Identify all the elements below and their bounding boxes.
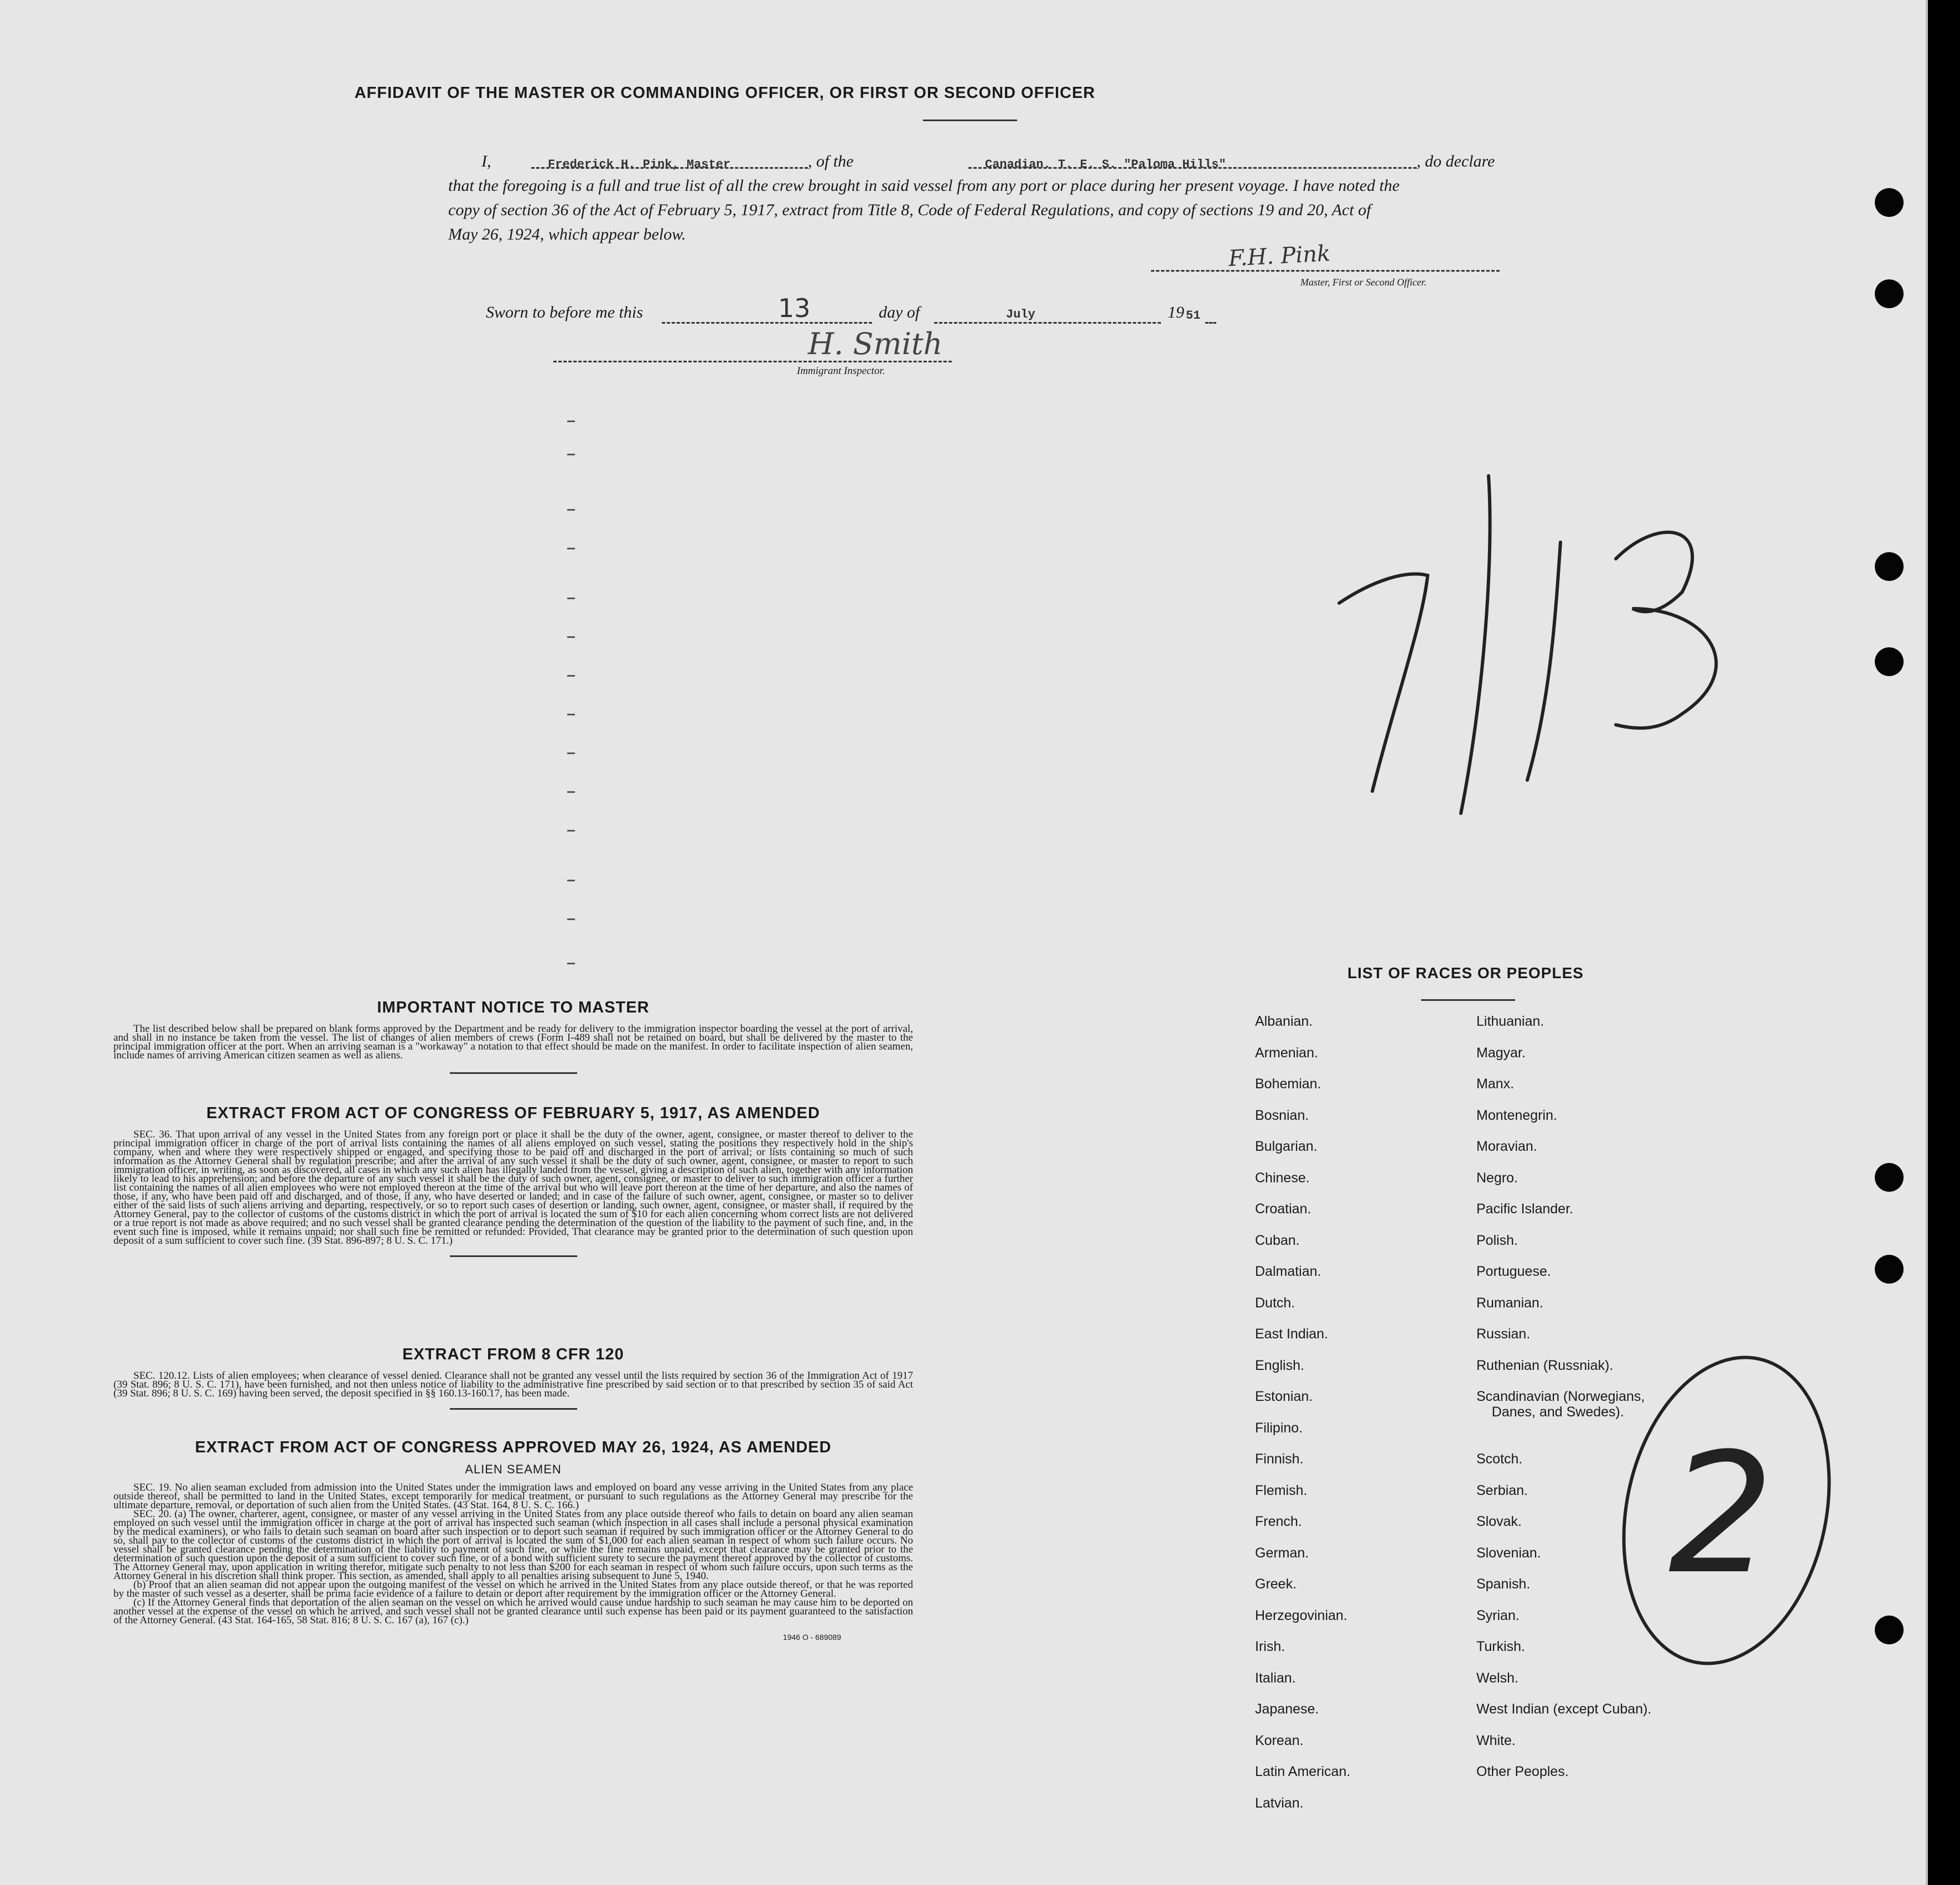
notice-title: IMPORTANT NOTICE TO MASTER — [377, 999, 650, 1016]
race-item: Manx. — [1476, 1076, 1515, 1092]
punch-hole — [1875, 1255, 1904, 1284]
race-item: Pacific Islander. — [1476, 1201, 1574, 1217]
punch-hole — [1875, 1616, 1904, 1644]
race-item: Albanian. — [1255, 1014, 1313, 1029]
extract-1924-paragraph: (c) If the Attorney General finds that deportation of the alien seaman on the vessel on which he arrived would cause undue hardship to such seaman he may cause him to be deported on another vessel at the expense of the vessel on which he arrived, and such vessel shall not be granted clearance until such expense has been paid or its payment guaranteed to the satisfaction of the Attorney General. (43 Stat. 164-165, 58 Stat. 816; 8 U. S. C. 167 (a), 167 (c).) — [113, 1597, 913, 1626]
section-divider — [450, 1408, 577, 1410]
print-code: 1946 O - 689089 — [782, 1633, 841, 1642]
master-name-field — [531, 152, 808, 172]
race-item: Flemish. — [1255, 1482, 1308, 1498]
race-item: Irish. — [1255, 1639, 1285, 1654]
race-item: Italian. — [1255, 1670, 1296, 1686]
year-prefix: 19 — [1168, 303, 1184, 321]
race-item: Bosnian. — [1255, 1107, 1309, 1123]
margin-tick — [567, 714, 575, 715]
margin-tick — [567, 509, 575, 511]
vessel-field — [968, 152, 1417, 172]
master-signature-label: Master, First or Second Officer. — [1300, 277, 1427, 288]
race-item: Latvian. — [1255, 1795, 1304, 1811]
of-the-label: , of the — [808, 152, 854, 170]
margin-tick — [567, 675, 575, 677]
affidavit-line-3: copy of section 36 of the Act of February 5, 1917, extract from Title 8, Code of Federal Regulations, and copy of sections 19 and 20, Act of — [448, 201, 1371, 219]
extract-1917-text: SEC. 36. That upon arrival of any vessel in the United States from any foreign port or place it shall be the duty of the owner, agent, consignee, or master thereof to deliver to the principal immigration officer in charge of the port of arrival lists containing the names of all aliens employed on such vessel, stating the positions they respectively hold in the ship's company, when and where they were respectively shipped or engaged, and specifying those to be paid off and discharged in the port of arrival; or lists containing so much of such information as the Attorney General shall by regulation prescribe; and after the arrival of any such vessel it shall be the duty of such owner, agent, consignee, or master to report to such immigration officer, in writing, as soon as discovered, all cases in which any such alien has illegally landed from the vessel, giving a description of such alien, together with any information likely to lead to his apprehension; and before the departure of any such vessel it shall be the duty of such owner, agent, consignee, or master to deliver to such immigration officer a further list containing the names of all alien employees who were not employed thereon at the time of the arrival but who will leave port thereon at the time of her departure, and also the names of those, if any, who have been paid off and discharged, and of those, if any, who have deserted or landed; and in case of the failure of such owner, agent, consignee, or master so to deliver either of the said lists of such aliens arriving and departing, respectively, or so to report such cases of desertion or landing, such owner, agent, consignee, or master shall, if required by the Attorney General, pay to the collector of customs of the customs district in which the port of arrival is located the sum of $10 for each alien concerning whom correct lists are not delivered or a true report is not made as above required; and no such vessel shall be granted clearance pending the determination of the question of the liability to the payment of such fine, and, in the event such fine is imposed, while it remains unpaid; nor shall such fine be remitted or refunded: Provided, That clearance may be granted prior to the determination of such question upon deposit of a sum sufficient to cover such fine. (39 Stat. 896-897; 8 U. S. C. 171.) — [113, 1129, 913, 1247]
race-item: Turkish. — [1476, 1639, 1525, 1654]
day-field — [662, 293, 872, 324]
race-item: Lithuanian. — [1476, 1014, 1544, 1029]
race-item: Scandinavian (Norwegians, Danes, and Swedes). — [1476, 1389, 1645, 1420]
race-item: Portuguese. — [1476, 1264, 1551, 1279]
inspector-label: Immigrant Inspector. — [797, 365, 885, 377]
race-item: Slovak. — [1476, 1514, 1522, 1529]
day-value: 13 — [778, 293, 811, 323]
extract-cfr-text: SEC. 120.12. Lists of alien employees; when clearance of vessel denied. Clearance shall not be granted any vessel until the lists required by section 36 of the Immigration Act of 1917 (39 Stat. 896; 8 U. S. C. 171), have been furnished, and not then unless notice of liability to the administrative fine prescribed by said section or to that prescribed by section 35 of said Act (39 Stat. 896; 8 U. S. C. 169) having been served, the deposit specified in §§ 160.13-160.17, has been made. — [113, 1370, 913, 1399]
race-item: Bulgarian. — [1255, 1139, 1318, 1154]
margin-tick — [567, 963, 575, 964]
month-field — [934, 307, 1161, 324]
race-item: Greek. — [1255, 1576, 1297, 1592]
month-value: July — [1006, 308, 1035, 321]
i-label: I, — [481, 152, 491, 170]
vessel-value: Canadian. T. E. S. "Paloma Hills" — [985, 158, 1226, 172]
do-declare-label: , do declare — [1417, 152, 1495, 170]
circled-number-text: 2 — [1668, 1417, 1774, 1611]
handwritten-date-note — [1328, 470, 1771, 847]
punch-hole — [1875, 552, 1904, 581]
extract-1917-section — [113, 1104, 913, 1257]
margin-tick — [567, 548, 575, 549]
race-item: English. — [1255, 1357, 1304, 1373]
margin-tick — [567, 454, 575, 455]
race-item: Syrian. — [1476, 1607, 1520, 1623]
master-signature-line — [1151, 270, 1500, 272]
extract-1924-title: EXTRACT FROM ACT OF CONGRESS APPROVED MAY 26, 1924, AS AMENDED — [195, 1439, 832, 1456]
margin-tick — [567, 420, 575, 422]
title-rule — [923, 120, 1017, 121]
affidavit-line-4: May 26, 1924, which appear below. — [448, 225, 686, 243]
affidavit-block — [448, 149, 1505, 247]
race-item: Russian. — [1476, 1326, 1531, 1342]
extract-1924-paragraph: SEC. 19. No alien seaman excluded from admission into the United States under the immigration laws and employed on board any vesse arriving in the United States from any place outside thereof, shall be permitted to land in the United States, except temporarily for medical treatment, or pursuant to such regulations as the Attorney General may prescribe for the ultimate departure, removal, or deportation of such alien from the United States. (43 Stat. 164, 8 U. S. C. 166.) — [113, 1482, 913, 1511]
year-field — [1205, 307, 1216, 324]
margin-tick — [567, 791, 575, 793]
race-item: Negro. — [1476, 1170, 1518, 1186]
affidavit-line-2: that the foregoing is a full and true list of all the crew brought in said vessel from any port or place during her present voyage. I have noted the — [448, 176, 1400, 195]
sworn-line — [486, 293, 1261, 328]
race-item: Japanese. — [1255, 1701, 1319, 1717]
extract-1924-subtitle: ALIEN SEAMEN — [465, 1462, 562, 1476]
margin-tick — [567, 830, 575, 832]
extract-1924-paragraph: (b) Proof that an alien seaman did not appear upon the outgoing manifest of the vessel on which he arrived in the United States from any place outside thereof, or that he was reported by the master of such vessel as a deserter, shall be prima facie evidence of a failure to detain or deport after requirement by the immigration officer or the Attorney General. — [113, 1579, 913, 1600]
margin-tick — [567, 636, 575, 638]
race-item: Rumanian. — [1476, 1295, 1543, 1311]
race-item: French. — [1255, 1514, 1302, 1529]
year-value: 51 — [1186, 309, 1201, 323]
race-item: Polish. — [1476, 1232, 1518, 1248]
races-title: LIST OF RACES OR PEOPLES — [1347, 964, 1584, 982]
notice-section — [113, 999, 913, 1074]
race-item: East Indian. — [1255, 1326, 1329, 1342]
races-title-rule — [1421, 999, 1515, 1001]
race-item: Latin American. — [1255, 1764, 1351, 1779]
races-column-2 — [1476, 1014, 1651, 1795]
race-item: Magyar. — [1476, 1045, 1526, 1061]
extract-1917-title: EXTRACT FROM ACT OF CONGRESS OF FEBRUARY 5, 1917, AS AMENDED — [206, 1104, 820, 1122]
section-divider — [450, 1072, 577, 1074]
race-item: Filipino. — [1255, 1420, 1303, 1436]
sworn-label: Sworn to before me this — [486, 303, 643, 321]
punch-hole — [1875, 279, 1904, 308]
inspector-signature-line — [553, 361, 952, 362]
race-item: Dalmatian. — [1255, 1264, 1321, 1279]
margin-tick — [567, 752, 575, 754]
race-item: Cuban. — [1255, 1232, 1300, 1248]
punch-hole — [1875, 188, 1904, 217]
race-item: Croatian. — [1255, 1201, 1311, 1217]
race-item: Montenegrin. — [1476, 1107, 1557, 1123]
extract-1924-section — [113, 1439, 913, 1642]
extract-cfr-title: EXTRACT FROM 8 CFR 120 — [402, 1346, 624, 1363]
margin-tick — [567, 880, 575, 881]
race-item: Herzegovinian. — [1255, 1607, 1347, 1623]
race-item: Bohemian. — [1255, 1076, 1321, 1092]
race-item: White. — [1476, 1732, 1516, 1748]
day-of-label: day of — [879, 303, 920, 321]
handwritten-date-text: 7/13 — [1328, 470, 1329, 471]
races-column-1 — [1255, 1014, 1350, 1826]
margin-tick — [567, 598, 575, 599]
race-item: Scotch. — [1476, 1451, 1523, 1467]
race-item: Dutch. — [1255, 1295, 1295, 1311]
race-item: German. — [1255, 1545, 1309, 1561]
punch-hole — [1875, 647, 1904, 676]
master-signature: F.H. Pink — [1227, 241, 1331, 272]
race-item: Spanish. — [1476, 1576, 1531, 1592]
race-item: Slovenian. — [1476, 1545, 1541, 1561]
margin-tick — [567, 918, 575, 920]
notice-text: The list described below shall be prepared on blank forms approved by the Department and be ready for delivery to the immigration inspector boarding the vessel at the port of arrival, and shall in no instance be taken from the vessel. The list of changes of alien members of crews (Form I-489 shall not be retained on board, but shall be delivered by the master to the principal immigration officer at the port. When an arriving seaman is a "workaway" a notation to that effect should be made on the manifest. In order to facilitate inspection of alien seamen, include names of arriving American citizen seamen as well as aliens. — [113, 1023, 913, 1061]
race-item: Serbian. — [1476, 1482, 1528, 1498]
race-item: Estonian. — [1255, 1389, 1313, 1404]
extract-cfr-section — [113, 1346, 913, 1410]
race-item: West Indian (except Cuban). — [1476, 1701, 1652, 1717]
race-item: Moravian. — [1476, 1139, 1537, 1154]
inspector-signature: H. Smith — [808, 326, 943, 361]
punch-hole — [1875, 1163, 1904, 1192]
master-name-value: Frederick H. Pink, Master — [548, 158, 731, 172]
form-title: AFFIDAVIT OF THE MASTER OR COMMANDING OFFICER, OR FIRST OR SECOND OFFICER — [354, 84, 1096, 102]
race-item: Welsh. — [1476, 1670, 1518, 1686]
extract-1924-paragraph: SEC. 20. (a) The owner, charterer, agent, consignee, or master of any vessel arriving in the United States from any place outside thereof who fails to detain on board any alien seaman employed on such vessel until the immigration officer in charge at the port of arrival has inspected such seaman (which inspection in all cases shall include a personal physical examination by the medical examiners), or who fails to detain such seaman on board after such inspection or to deport such seaman if required by such immigration officer or the Attorney General to do so, shall pay to the collector of customs of the customs district in which the port of arrival is located the sum of $1,000 for each alien seaman in respect of whom such failure occurs. No vessel shall be granted clearance pending the determination of the liability to payment of such fine, or while the fine remains unpaid, except that clearance may be granted prior to the determination of such question upon the deposit of a sum sufficient to cover such fine, or of a bond with sufficient surety to secure the payment thereof approved by the collector of customs. The Attorney General may, upon application in writing therefor, mitigate such penalty to not less than $200 for each seaman in respect of whom such failure occurs, upon such terms as the Attorney General in his discretion shall think proper. This section, as amended, shall apply to all penalties arising subsequent to June 5, 1940. — [113, 1508, 913, 1582]
race-item: Other Peoples. — [1476, 1764, 1569, 1779]
race-item: Finnish. — [1255, 1451, 1304, 1467]
race-item: Armenian. — [1255, 1045, 1318, 1061]
race-item: Ruthenian (Russniak). — [1476, 1357, 1614, 1373]
affidavit-line-1 — [448, 149, 1505, 174]
race-item: Chinese. — [1255, 1170, 1310, 1186]
race-item: Korean. — [1255, 1732, 1304, 1748]
section-divider — [450, 1255, 577, 1257]
